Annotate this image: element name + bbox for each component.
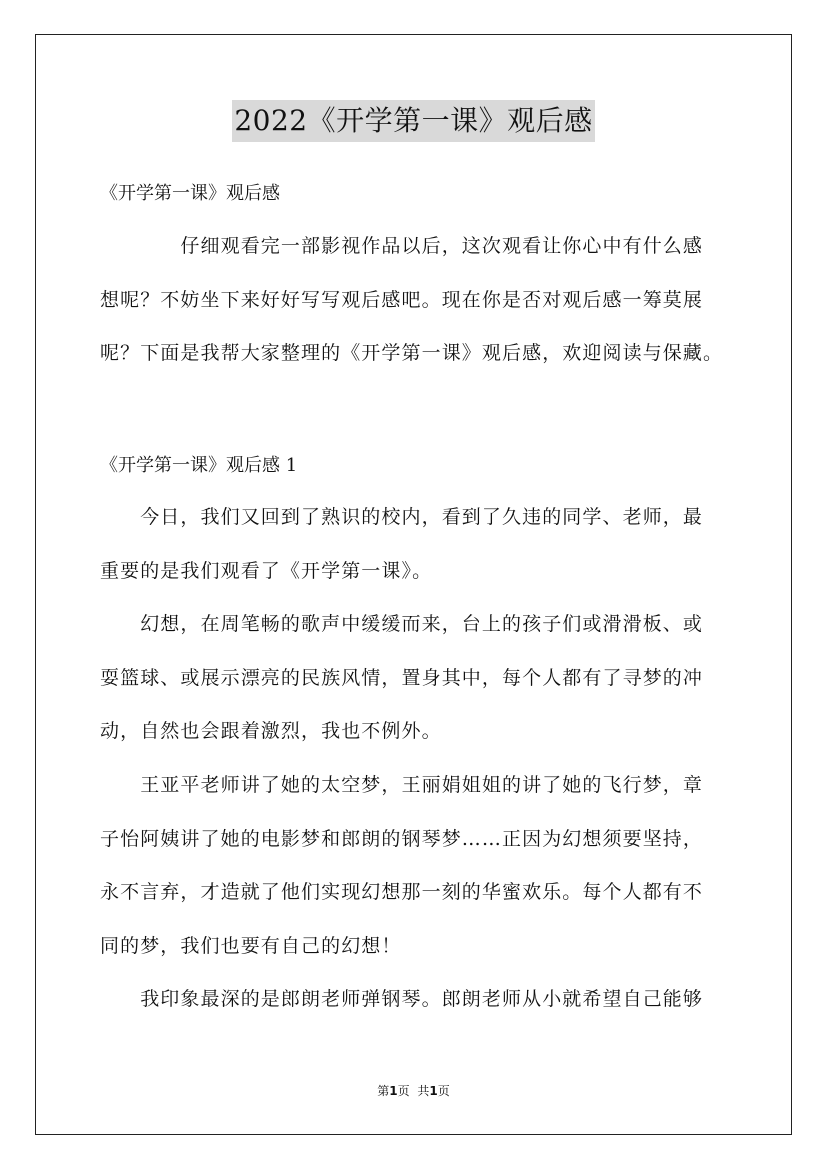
document-title-text: 2022《开学第一课》观后感 [232,100,594,142]
paragraph-line: 呢？下面是我帮大家整理的《开学第一课》观后感，欢迎阅读与保藏。 [100,342,724,364]
footer-page-prefix: 第 [377,1084,390,1098]
footer-total-prefix: 共 [417,1084,430,1098]
paragraph-line: 想呢？不妨坐下来好好写写观后感吧。现在你是否对观后感一筹莫展 [100,288,704,311]
intro-paragraph [100,220,740,381]
paragraph-line: 王亚平老师讲了她的太空梦，王丽娟姐姐的讲了她的飞行梦，章 [100,774,704,796]
paragraph-line: 我印象最深的是郎朗老师弹钢琴。郎朗老师从小就希望自己能够 [100,988,704,1010]
page-footer [0,1083,827,1099]
body-paragraph-4 [100,973,740,1027]
footer-total-suffix: 页 [437,1084,450,1098]
paragraph-line: 子怡阿姨讲了她的电影梦和郎朗的钢琴梦……正因为幻想须要坚持， [100,827,704,850]
paragraph-line: 永不言弃，才造就了他们实现幻想那一刻的华蜜欢乐。每个人都有不 [100,881,704,903]
body-paragraph-1 [100,491,740,598]
paragraph-line: 动，自然也会跟着激烈，我也不例外。 [100,720,442,742]
footer-page-number: 1 [389,1084,398,1098]
section-heading: 《开学第一课》观后感 1 [100,455,298,476]
body-paragraph-2 [100,598,740,759]
paragraph-line: 重要的是我们观看了《开学第一课》。 [100,559,433,582]
paragraph-line: 仔细观看完一部影视作品以后，这次观看让你心中有什么感 [100,235,704,257]
paragraph-line: 幻想，在周笔畅的歌声中缓缓而来，台上的孩子们或滑滑板、或 [100,613,704,635]
footer-page-suffix: 页 [397,1084,410,1098]
body-paragraph-3 [100,759,740,973]
document-title [0,100,827,142]
paragraph-line: 同的梦，我们也要有自己的幻想！ [100,934,402,957]
paragraph-line: 耍篮球、或展示漂亮的民族风情，置身其中，每个人都有了寻梦的冲 [100,666,704,689]
paragraph-line: 今日，我们又回到了熟识的校内，看到了久违的同学、老师，最 [100,506,704,528]
document-subtitle: 《开学第一课》观后感 [100,183,280,204]
footer-total-pages: 1 [429,1084,438,1098]
